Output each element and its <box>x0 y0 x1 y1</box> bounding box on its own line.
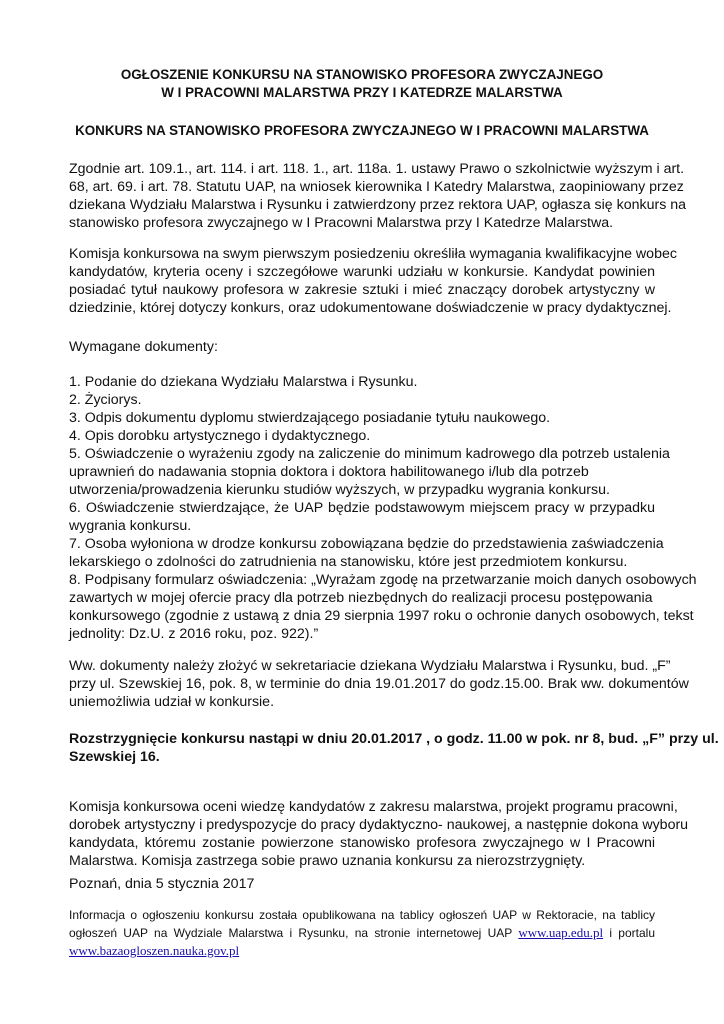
intro-line-1: Zgodnie art. 109.1., art. 114. i art. 118. 1., art. 118a. 1. ustawy Prawo o szkolnictwie wyższym i art. <box>69 161 685 177</box>
footer-line-2 <box>69 924 655 942</box>
document-item-7-line-1: 7. Osoba wyłoniona w drodze konkursu zobowiązana będzie do przedstawienia zaświadczenia <box>69 536 664 552</box>
document-item-6-line-1: 6. Oświadczenie stwierdzające, że UAP będzie podstawowym miejscem pracy w przypadku <box>69 500 655 516</box>
document-item-6-line-2: wygrania konkursu. <box>69 518 192 534</box>
uap-website-link[interactable]: www.uap.edu.pl <box>518 925 604 940</box>
evaluation-line-2: dorobek artystyczny i predyspozycje do pracy dydaktyczno- naukowej, a następnie dokona wyboru <box>69 817 689 833</box>
requirements-line-1: Komisja konkursowa na swym pierwszym posiedzeniu określiła wymagania kwalifikacyjne wobec <box>69 246 677 262</box>
intro-line-2: 68, art. 69. i art. 78. Statutu UAP, na wniosek kierownika I Katedry Malarstwa, zaopiniowany przez <box>69 179 684 195</box>
documents-list <box>69 373 697 643</box>
requirements-paragraph <box>69 245 677 317</box>
document-item-4: 4. Opis dorobku artystycznego i dydaktycznego. <box>69 428 371 444</box>
documents-heading <box>69 338 655 356</box>
footer-line-1: Informacja o ogłoszeniu konkursu została opublikowana na tablicy ogłoszeń UAP w Rektoracie, na tablicy <box>69 908 655 922</box>
document-item-7-line-2: lekarskiego o zdolności do zatrudnienia na stanowisku, które jest przedmiotem konkursu. <box>69 554 628 570</box>
evaluation-paragraph <box>69 798 689 870</box>
document-item-8-line-2: zawartych w mojej ofercie pracy dla potrzeb niezbędnych do realizacji procesu postępowania <box>69 590 653 606</box>
resolution-line-1: Rozstrzygnięcie konkursu nastąpi w dniu 20.01.2017 , o godz. 11.00 w pok. nr 8, bud. „F” przy ul. <box>69 731 719 747</box>
document-item-3: 3. Odpis dokumentu dyplomu stwierdzającego posiadanie tytułu naukowego. <box>69 410 551 426</box>
date-text: Poznań, dnia 5 stycznia 2017 <box>69 876 255 892</box>
footer-line-3 <box>69 942 655 960</box>
title-line-2: W I PRACOWNI MALARSTWA PRZY I KATEDRZE MALARSTWA <box>161 85 563 100</box>
footer-note <box>69 907 655 960</box>
bazaogloszen-portal-link[interactable]: www.bazaogloszen.nauka.gov.pl <box>69 943 240 958</box>
resolution-line-2: Szewskiej 16. <box>69 749 160 765</box>
document-title <box>60 66 664 102</box>
documents-heading-text: Wymagane dokumenty: <box>69 339 218 355</box>
date-line <box>69 875 655 893</box>
document-item-8-line-1: 8. Podpisany formularz oświadczenia: „Wyrażam zgodę na przetwarzanie moich danych osobowych <box>69 572 697 588</box>
requirements-line-2: kandydatów, kryteria oceny i szczegółowe warunki udziału w konkursie. Kandydat powinien <box>69 264 655 280</box>
document-item-8-line-4: jednolity: Dz.U. z 2016 roku, poz. 922).” <box>69 626 319 642</box>
submission-line-2: przy ul. Szewskiej 16, pok. 8, w terminie do dnia 19.01.2017 do godz.15.00. Brak ww. dokumentów <box>69 676 689 692</box>
document-item-2: 2. Życiorys. <box>69 392 142 408</box>
resolution-paragraph <box>69 730 719 766</box>
document-subtitle <box>60 122 664 140</box>
intro-line-4: stanowisko profesora zwyczajnego w I Pracowni Malarstwa przy I Katedrze Malarstwa. <box>69 215 614 231</box>
intro-line-3: dziekana Wydziału Malarstwa i Rysunku i zatwierdzony przez rektora UAP, ogłasza się konkurs na <box>69 197 687 213</box>
footer-line-2-text: ogłoszeń UAP na Wydziale Malarstwa i Rysunku, na stronie internetowej UAP <box>69 926 513 940</box>
submission-line-3: uniemożliwia udział w konkursie. <box>69 694 275 710</box>
evaluation-line-4: Malarstwa. Komisja zastrzega sobie prawo uznania konkursu za nierozstrzygnięty. <box>69 853 586 869</box>
document-item-5-line-3: utworzenia/prowadzenia kierunku studiów wyższych, w przypadku wygrania konkursu. <box>69 482 610 498</box>
footer-line-2-end: i portalu <box>609 926 655 940</box>
document-item-5-line-2: uprawnień do nadawania stopnia doktora i doktora habilitowanego i/lub dla potrzeb <box>69 464 589 480</box>
document-item-8-line-3: konkursowego (zgodnie z ustawą z dnia 29 sierpnia 1997 roku o ochronie danych osobowych, tekst <box>69 608 694 624</box>
intro-paragraph <box>69 160 687 232</box>
evaluation-line-1: Komisja konkursowa oceni wiedzę kandydatów z zakresu malarstwa, projekt programu pracowni, <box>69 799 678 815</box>
requirements-line-4: dziedzinie, której dotyczy konkurs, oraz udokumentowane doświadczenie w pracy dydaktycznej. <box>69 300 672 316</box>
requirements-line-3: posiadać tytuł naukowy profesora w zakresie sztuki i mieć znaczący dorobek artystyczny w <box>69 282 655 298</box>
subtitle-line: KONKURS NA STANOWISKO PROFESORA ZWYCZAJNEGO W I PRACOWNI MALARSTWA <box>75 123 649 138</box>
submission-line-1: Ww. dokumenty należy złożyć w sekretariacie dziekana Wydziału Malarstwa i Rysunku, bud. „F” <box>69 658 671 674</box>
document-item-1: 1. Podanie do dziekana Wydziału Malarstwa i Rysunku. <box>69 374 418 390</box>
document-item-5-line-1: 5. Oświadczenie o wyrażeniu zgody na zaliczenie do minimum kadrowego dla potrzeb ustalenia <box>69 446 670 462</box>
submission-paragraph <box>69 657 689 711</box>
evaluation-line-3: kandydata, któremu zostanie powierzone stanowisko profesora zwyczajnego w I Pracowni <box>69 835 655 851</box>
title-line-1: OGŁOSZENIE KONKURSU NA STANOWISKO PROFESORA ZWYCZAJNEGO <box>120 67 604 82</box>
